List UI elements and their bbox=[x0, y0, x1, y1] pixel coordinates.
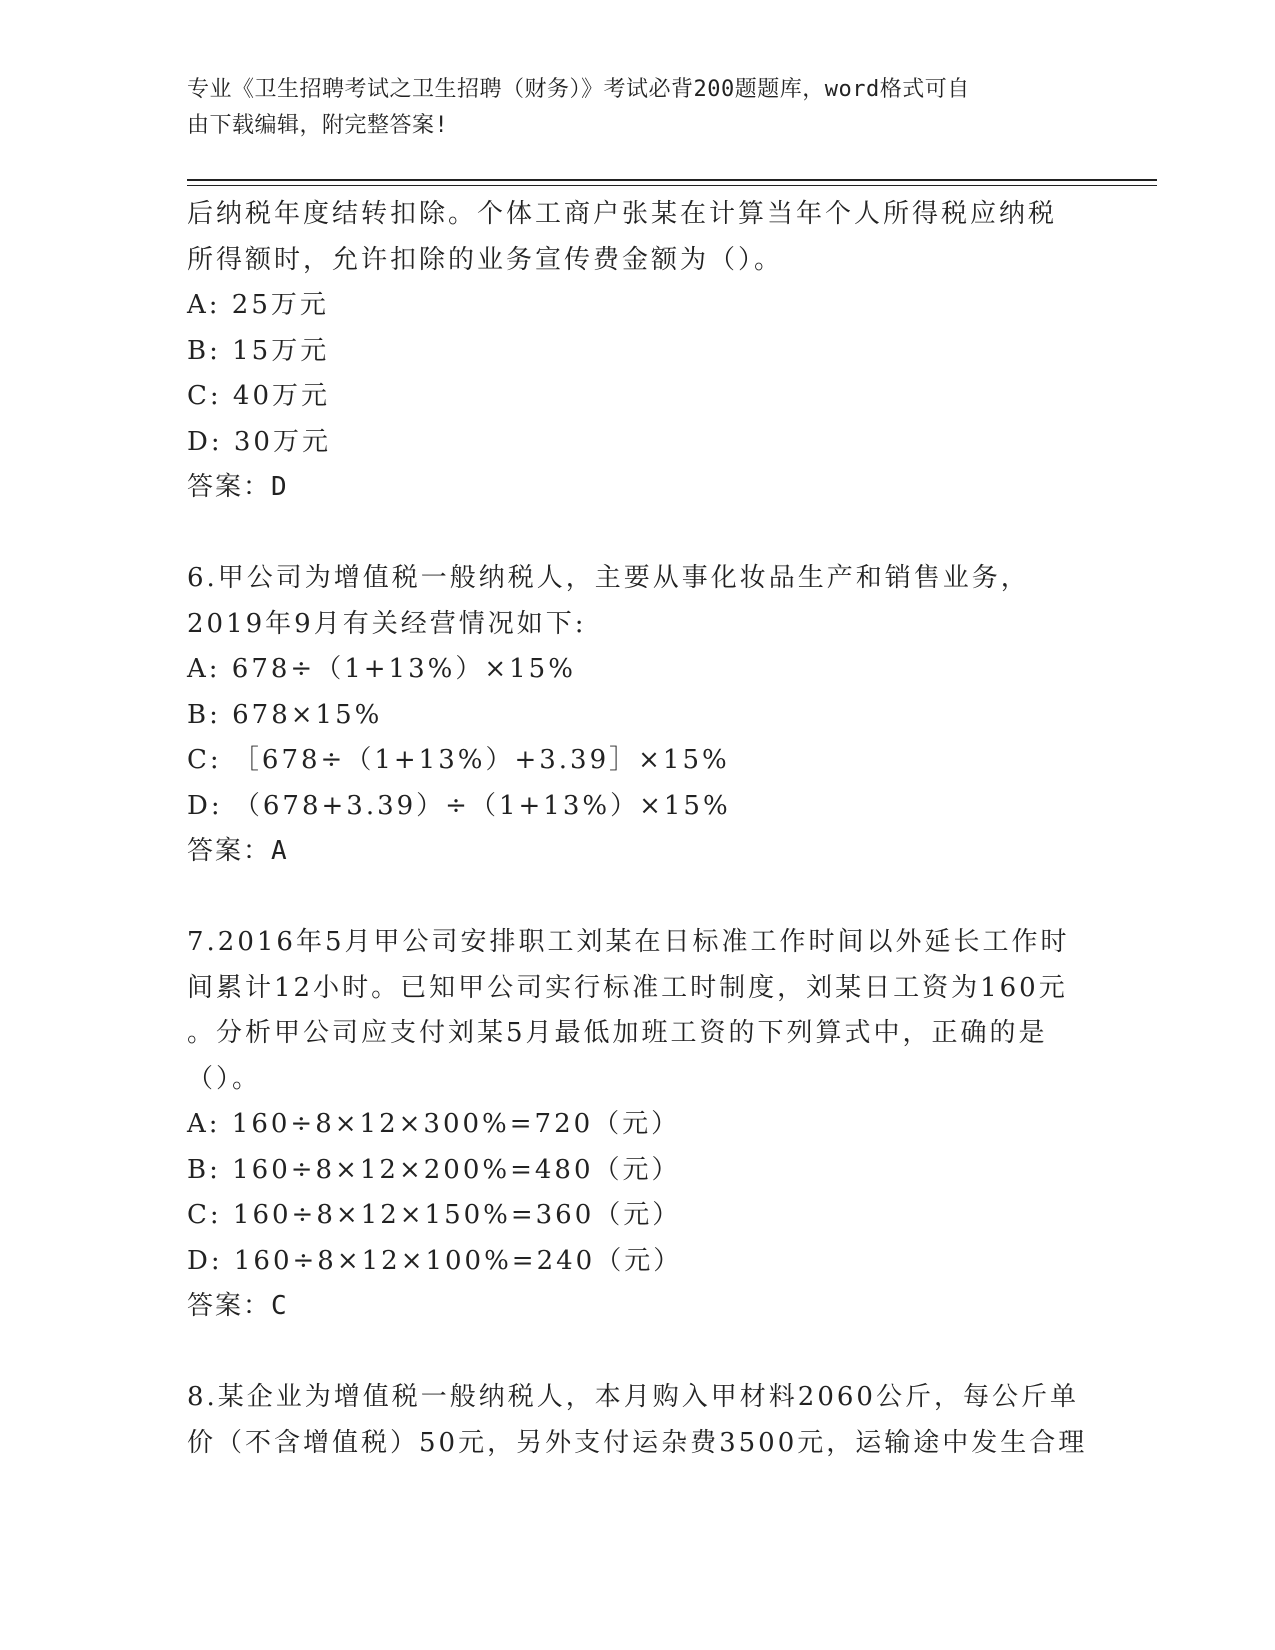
question-7 bbox=[187, 920, 1087, 1330]
option-a: A: 160÷8×12×300%=720（元） bbox=[187, 1109, 681, 1139]
question-stem-line: 间累计12小时。已知甲公司实行标准工时制度，刘某日工资为160元 bbox=[187, 972, 1068, 1003]
header-line-1: 专业《卫生招聘考试之卫生招聘（财务）》考试必背200题题库，word格式可自 bbox=[187, 77, 970, 102]
option-c: C: 160÷8×12×150%=360（元） bbox=[187, 1200, 682, 1230]
question-stem-line: 。分析甲公司应支付刘某5月最低加班工资的下列算式中，正确的是 bbox=[187, 1018, 1048, 1048]
question-stem-line: 后纳税年度结转扣除。个体工商户张某在计算当年个人所得税应纳税 bbox=[187, 199, 1058, 229]
answer-line: 答案：A bbox=[187, 836, 289, 866]
header-line-2: 由下载编辑，附完整答案! bbox=[187, 113, 449, 138]
spacer bbox=[187, 511, 1087, 557]
question-stem-line: 6.甲公司为增值税一般纳税人，主要从事化妆品生产和销售业务， bbox=[187, 563, 1030, 593]
spacer bbox=[187, 1330, 1087, 1376]
question-stem-line: 7.2016年5月甲公司安排职工刘某在日标准工作时间以外延长工作时 bbox=[187, 927, 1070, 957]
option-b: B: 15万元 bbox=[187, 335, 330, 366]
option-c: C: ［678÷（1+13%）+3.39］×15% bbox=[187, 745, 730, 775]
question-stem-line: 8.某企业为增值税一般纳税人，本月购入甲材料2060公斤，每公斤单 bbox=[187, 1382, 1079, 1412]
question-5 bbox=[187, 192, 1087, 511]
question-stem-line: 2019年9月有关经营情况如下: bbox=[187, 608, 587, 639]
answer-line: 答案：C bbox=[187, 1291, 289, 1321]
spacer bbox=[187, 875, 1087, 921]
option-d: D: （678+3.39）÷（1+13%）×15% bbox=[187, 790, 731, 821]
answer-line: 答案：D bbox=[187, 472, 289, 502]
option-d: D: 160÷8×12×100%=240（元） bbox=[187, 1245, 683, 1276]
question-8 bbox=[187, 1375, 1087, 1466]
option-a: A: 678÷（1+13%）×15% bbox=[187, 654, 576, 684]
document-header bbox=[187, 72, 1087, 144]
option-b: B: 160÷8×12×200%=480（元） bbox=[187, 1154, 681, 1185]
option-b: B: 678×15% bbox=[187, 699, 383, 730]
question-stem-line: （）。 bbox=[187, 1063, 262, 1094]
option-a: A: 25万元 bbox=[187, 290, 329, 320]
option-d: D: 30万元 bbox=[187, 426, 331, 457]
question-list bbox=[187, 192, 1087, 1466]
question-6 bbox=[187, 556, 1087, 875]
question-stem-line: 所得额时，允许扣除的业务宣传费金额为（）。 bbox=[187, 244, 784, 275]
header-divider-thin bbox=[187, 185, 1157, 186]
option-c: C: 40万元 bbox=[187, 381, 331, 411]
question-stem-line: 价（不含增值税）50元，另外支付运杂费3500元，运输途中发生合理 bbox=[187, 1427, 1088, 1458]
header-divider bbox=[187, 179, 1157, 181]
